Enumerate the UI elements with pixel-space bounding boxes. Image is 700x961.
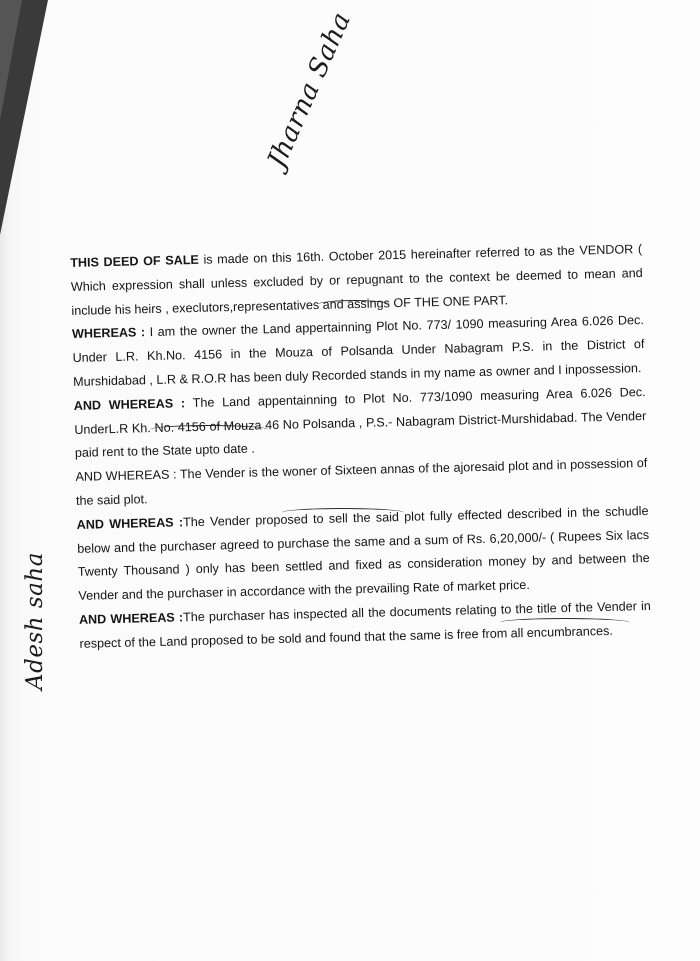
para-text: AND WHEREAS : The Vender is the woner of Sixteen annas of the ajoresaid plot and in possession of the said plot. xyxy=(75,456,648,508)
para-whereas-sale xyxy=(76,500,650,609)
signature-top: Jharna Saha xyxy=(262,7,358,173)
deed-body xyxy=(70,238,652,656)
para-text: I am the owner the Land appertainning Plot No. 773/ 1090 measuring Area 6.026 Dec. Under L.R. Kh.No. 4156 in the Mouza of Polsanda Under Nabagram P.S. in the District of Murshidabad , L.R & R.O.R has been duly Recorded stands in my name as owner and I inpossession. xyxy=(72,313,645,389)
para-lead: AND WHEREAS : xyxy=(73,396,186,413)
para-text: The Vender proposed to sell the said plot fully effected described in the schudle below and the purchaser agreed to purchase the same and a sum of Rs. 6,20,000/- ( Rupees Six lacs Twenty Thousand ) only has been settled and fixed as consideration money by and between the Vender and the purchaser in accordance with the prevailing Rate of market price. xyxy=(77,503,650,604)
para-lead: AND WHEREAS : xyxy=(76,515,184,532)
signature-left: Adesh saha xyxy=(22,552,48,690)
para-text: is made on this 16th. October 2015 hereinafter referred to as the VENDOR ( Which expression shall unless excluded by or repugnant to the context be deemed to mean and include his heirs , execlutors,representatives and assings OF THE ONE PART. xyxy=(70,242,643,318)
scan-corner-shadow-dark xyxy=(0,0,22,120)
para-text: The purchaser has inspected all the documents relating to the title of the Vender in respect of the Land proposed to be sold and found that the same is free from all encumbrances. xyxy=(79,598,651,651)
para-lead: WHEREAS : xyxy=(71,325,146,342)
para-lead: THIS DEED OF SALE xyxy=(70,252,200,270)
para-lead: AND WHEREAS : xyxy=(78,610,184,627)
para-whereas-owner xyxy=(72,309,646,394)
para-text: The Land appentainning to Plot No. 773/1090 measuring Area 6.026 Dec. UnderL.R Kh. No. 4156 of Mouza 46 No Polsanda , P.S.- Nabagram District-Murshidabad. The Vender paid rent to the State upto date . xyxy=(74,384,647,461)
